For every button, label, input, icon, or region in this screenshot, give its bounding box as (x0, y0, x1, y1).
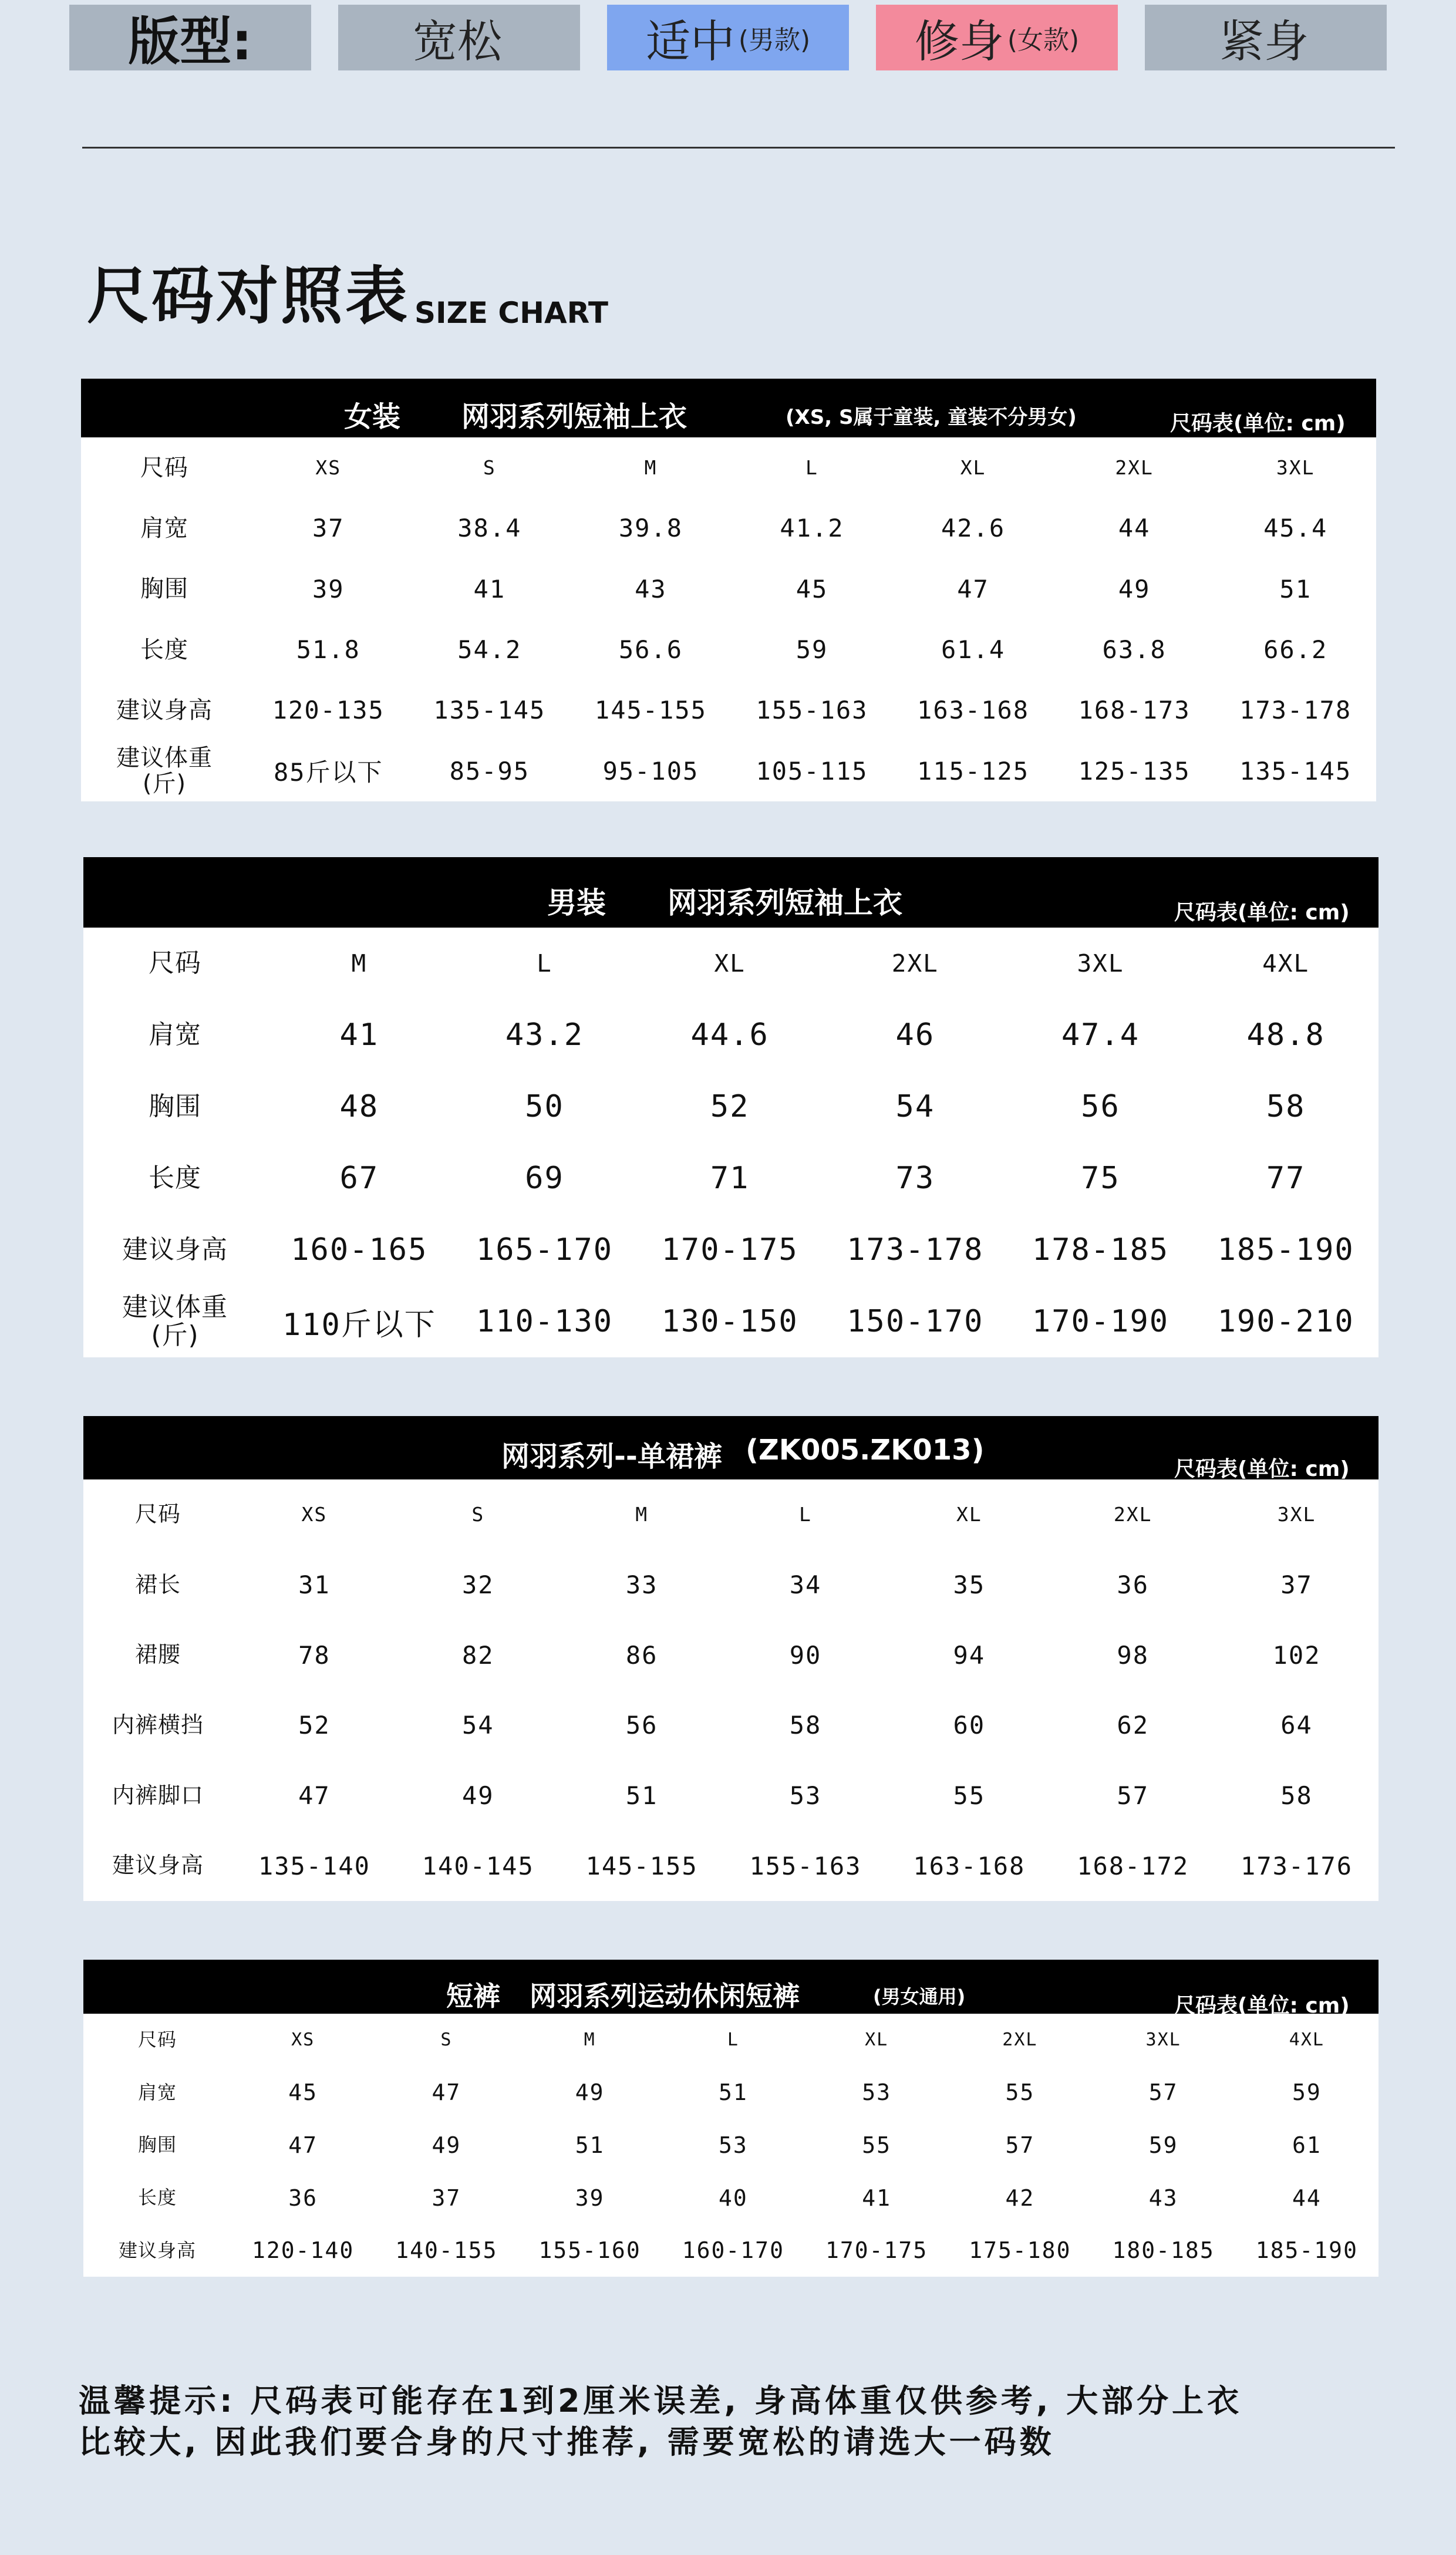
row-label: 长度 (149, 1162, 201, 1193)
table-cell: 2XL (1115, 456, 1154, 480)
table-cell: 52 (298, 1711, 331, 1740)
table-cell: 150-170 (847, 1304, 984, 1339)
table-cell: 42.6 (941, 514, 1006, 543)
table-cell: M (351, 949, 368, 977)
table-cell: 56 (625, 1711, 658, 1740)
table-cell: 155-163 (749, 1851, 862, 1880)
table-cell: 135-145 (433, 696, 546, 725)
table-cell: 51 (625, 1781, 658, 1810)
table-body (83, 928, 1379, 1357)
table-header (83, 1416, 1379, 1479)
table-cell: 3XL (1145, 2030, 1181, 2051)
table-cell: 60 (953, 1711, 986, 1740)
table-cell: 55 (953, 1781, 986, 1810)
row-label: 尺码 (134, 1501, 181, 1527)
table-cell: 37 (312, 514, 345, 543)
title-en: SIZE CHART (414, 296, 609, 330)
table-cell: 78 (298, 1640, 331, 1670)
table-cell: 135-145 (1239, 756, 1352, 786)
table-title-series: 网羽系列短袖上衣 (461, 400, 687, 433)
table-cell: M (635, 1503, 649, 1526)
size-table-skirt (83, 1416, 1379, 1901)
row-label: 建议身高 (122, 1234, 228, 1265)
table-cell: 44 (1118, 514, 1151, 543)
table-cell: 36 (1117, 1570, 1149, 1599)
row-label: 裙长 (134, 1571, 181, 1597)
table-cell: 58 (1266, 1089, 1306, 1124)
table-cell: 185-190 (1255, 2237, 1358, 2264)
size-table-shorts (83, 1960, 1379, 2277)
tips-note (79, 2381, 1242, 2463)
fit-option-text: 修身 (914, 15, 1004, 68)
table-unit: 尺码表(单位: cm) (1174, 1994, 1350, 2018)
table-cell: 145-155 (585, 1851, 698, 1880)
fit-label: 版型: (69, 5, 311, 70)
table-title-main: 网羽系列--单裙裤 (501, 1440, 722, 1473)
table-cell: 105-115 (756, 756, 868, 786)
table-cell: 49 (1118, 574, 1151, 604)
table-cell: 155-163 (756, 696, 868, 725)
row-label: 尺码 (140, 454, 188, 481)
table-cell: 98 (1117, 1640, 1149, 1670)
table-cell: 2XL (891, 949, 939, 977)
table-cell: 47 (288, 2132, 318, 2158)
table-row (81, 559, 1376, 619)
table-row (83, 1286, 1379, 1357)
table-row (83, 1214, 1379, 1286)
table-cell: 3XL (1277, 1503, 1316, 1526)
size-table-men (83, 857, 1379, 1357)
table-cell: 170-175 (825, 2237, 928, 2264)
table-cell: 62 (1117, 1711, 1149, 1740)
table-header (83, 1960, 1379, 2018)
table-cell: 85-95 (449, 756, 530, 786)
table-cell: 178-185 (1032, 1232, 1169, 1268)
table-cell: 165-170 (476, 1232, 614, 1268)
table-cell: 53 (718, 2132, 748, 2158)
table-cell: M (644, 456, 658, 480)
table-cell: 39 (312, 574, 345, 604)
table-cell: 4XL (1289, 2030, 1324, 2051)
table-cell: 140-145 (422, 1851, 534, 1880)
fit-option-tight[interactable] (1145, 5, 1387, 70)
table-cell: 155-160 (538, 2237, 641, 2264)
table-cell: 140-155 (395, 2237, 498, 2264)
table-cell: 55 (862, 2132, 891, 2158)
table-cell: 48 (339, 1089, 379, 1124)
table-cell: 58 (789, 1711, 822, 1740)
table-cell: 168-173 (1078, 696, 1191, 725)
table-row (83, 1071, 1379, 1142)
table-cell: 41.2 (780, 514, 844, 543)
page-title (87, 247, 608, 336)
table-cell: 53 (789, 1781, 822, 1810)
table-cell: 67 (339, 1161, 379, 1196)
table-cell: XS (291, 2030, 315, 2051)
table-cell: 41 (473, 574, 506, 604)
table-cell: 51.8 (296, 635, 360, 665)
table-cell: 53 (862, 2079, 891, 2106)
table-cell: 47 (957, 574, 989, 604)
table-cell: 63.8 (1102, 635, 1167, 665)
title-cn: 尺码对照表 (87, 260, 410, 332)
table-cell: 2XL (1113, 1503, 1152, 1526)
table-title-series: 网羽系列短袖上衣 (668, 886, 902, 920)
table-cell: L (805, 456, 818, 480)
table-row (83, 2067, 1379, 2119)
table-cell: 37 (432, 2185, 461, 2211)
table-title-note: (男女通用) (873, 1986, 966, 2008)
table-cell: 58 (1280, 1781, 1313, 1810)
table-cell: 59 (1148, 2132, 1178, 2158)
table-row (83, 1142, 1379, 1214)
table-cell: 55 (1005, 2079, 1035, 2106)
table-row (83, 2224, 1379, 2277)
table-row (81, 680, 1376, 740)
table-cell: 64 (1280, 1711, 1313, 1740)
table-cell: 39 (575, 2185, 605, 2211)
table-cell: 71 (710, 1161, 750, 1196)
table-cell: 66.2 (1263, 635, 1328, 665)
table-cell: 44.6 (690, 1017, 769, 1053)
table-row (81, 741, 1376, 801)
table-cell: 85斤以下 (273, 758, 383, 787)
table-cell: XL (960, 456, 986, 480)
row-label: 肩宽 (137, 2081, 177, 2104)
row-label: 胸围 (137, 2133, 177, 2156)
table-cell: 2XL (1002, 2030, 1038, 2051)
table-cell: 160-170 (682, 2237, 784, 2264)
table-cell: 95-105 (602, 756, 699, 786)
table-header (83, 857, 1379, 928)
table-row (81, 437, 1376, 498)
tips-line-1: 温馨提示: 尺码表可能存在1到2厘米误差, 身高体重仅供参考, 大部分上衣 (79, 2382, 1243, 2419)
table-cell: 49 (575, 2079, 605, 2106)
table-cell: 120-140 (252, 2237, 355, 2264)
row-label: 肩宽 (140, 514, 188, 542)
table-cell: 82 (461, 1640, 494, 1670)
table-cell: 120-135 (272, 696, 385, 725)
fit-option-loose[interactable] (338, 5, 580, 70)
table-cell: 59 (796, 635, 828, 665)
fit-option-text: 适中 (645, 15, 735, 68)
table-cell: L (727, 2030, 739, 2051)
table-cell: 51 (1279, 574, 1312, 604)
table-title-note: (XS, S属于童装, 童装不分男女) (786, 406, 1077, 429)
row-label: 长度 (137, 2186, 177, 2209)
table-cell: 49 (461, 1781, 494, 1810)
row-label: 建议身高 (118, 2239, 196, 2261)
table-cell: 110-130 (476, 1304, 614, 1339)
table-cell: 170-175 (661, 1232, 798, 1268)
table-cell: 56 (1081, 1089, 1120, 1124)
table-cell: 45.4 (1263, 514, 1328, 543)
table-cell: 61.4 (941, 635, 1006, 665)
row-label: 肩宽 (149, 1019, 201, 1050)
table-cell: 50 (525, 1089, 564, 1124)
table-cell: XS (315, 456, 342, 480)
table-cell: 170-190 (1032, 1304, 1169, 1339)
table-cell: 49 (432, 2132, 461, 2158)
table-cell: 47.4 (1061, 1017, 1140, 1053)
table-cell: 135-140 (258, 1851, 370, 1880)
row-label: 建议身高 (116, 696, 213, 724)
row-label: 尺码 (137, 2028, 177, 2051)
row-label: 尺码 (149, 948, 201, 978)
table-cell: 54 (461, 1711, 494, 1740)
table-cell: 3XL (1077, 949, 1124, 977)
table-cell: 173-178 (1239, 696, 1352, 725)
table-cell: S (440, 2030, 453, 2051)
table-cell: 160-165 (291, 1232, 428, 1268)
table-cell: 41 (339, 1017, 379, 1053)
fit-option-slim[interactable] (876, 5, 1118, 70)
table-cell: 33 (625, 1570, 658, 1599)
table-row (83, 2172, 1379, 2224)
table-cell: 75 (1081, 1161, 1120, 1196)
table-cell: XL (865, 2030, 889, 2051)
table-row (83, 2119, 1379, 2172)
row-label: 建议体重 (斤) (116, 744, 213, 798)
table-cell: 57 (1117, 1781, 1149, 1810)
table-cell: 47 (298, 1781, 331, 1810)
table-cell: 173-178 (847, 1232, 984, 1268)
table-cell: 4XL (1262, 949, 1310, 977)
table-cell: 94 (953, 1640, 986, 1670)
table-cell: 69 (525, 1161, 564, 1196)
table-cell: 40 (718, 2185, 748, 2211)
table-cell: 43.2 (505, 1017, 584, 1053)
table-cell: 42 (1005, 2185, 1035, 2211)
table-cell: 102 (1272, 1640, 1321, 1670)
row-label: 胸围 (140, 575, 188, 603)
table-unit: 尺码表(单位: cm) (1170, 412, 1346, 436)
table-cell: 52 (710, 1089, 750, 1124)
table-row (83, 1550, 1379, 1620)
row-label: 胸围 (149, 1091, 201, 1121)
row-label: 内裤脚口 (112, 1782, 204, 1808)
table-body (83, 1479, 1379, 1901)
table-body (81, 437, 1376, 801)
table-cell: 37 (1280, 1570, 1313, 1599)
table-cell: 34 (789, 1570, 822, 1599)
table-row (83, 928, 1379, 999)
table-cell: 145-155 (594, 696, 707, 725)
table-title-main: 男装 (547, 886, 606, 920)
table-cell: L (799, 1503, 812, 1526)
table-cell: 45 (288, 2079, 318, 2106)
fit-option-regular[interactable] (607, 5, 849, 70)
row-label: 裙腰 (134, 1641, 181, 1668)
table-title-series: 网羽系列运动休闲短裤 (530, 1980, 800, 2012)
table-cell: XS (301, 1503, 328, 1526)
table-cell: 173-176 (1241, 1851, 1353, 1880)
table-cell: 61 (1292, 2132, 1322, 2158)
table-cell: 110斤以下 (282, 1307, 436, 1343)
table-cell: 130-150 (661, 1304, 798, 1339)
fit-selector (69, 5, 1390, 70)
table-cell: 39.8 (618, 514, 683, 543)
fit-option-text: 宽松 (413, 15, 502, 68)
table-cell: 168-172 (1077, 1851, 1189, 1880)
table-cell: 3XL (1276, 456, 1315, 480)
table-cell: 31 (298, 1570, 331, 1599)
table-row (83, 1479, 1379, 1550)
table-cell: 57 (1005, 2132, 1035, 2158)
table-cell: 77 (1266, 1161, 1306, 1196)
table-title-main: 女装 (344, 400, 401, 433)
table-cell: XL (956, 1503, 982, 1526)
table-cell: 185-190 (1217, 1232, 1354, 1268)
table-cell: 190-210 (1217, 1304, 1354, 1339)
table-cell: S (471, 1503, 485, 1526)
table-title-series: (ZK005.ZK013) (746, 1434, 985, 1467)
table-cell: 48.8 (1246, 1017, 1325, 1053)
table-cell: 32 (461, 1570, 494, 1599)
table-header (81, 379, 1376, 437)
table-body (83, 2014, 1379, 2277)
fit-option-text: 紧身 (1219, 15, 1309, 68)
table-title-main: 短裤 (446, 1980, 500, 2012)
table-cell: XL (714, 949, 746, 977)
table-row (81, 498, 1376, 558)
row-label: 内裤横挡 (112, 1711, 204, 1738)
table-cell: S (483, 456, 496, 480)
table-cell: 51 (718, 2079, 748, 2106)
table-row (83, 2014, 1379, 2067)
table-cell: 86 (625, 1640, 658, 1670)
table-row (83, 1690, 1379, 1761)
table-unit: 尺码表(单位: cm) (1174, 901, 1350, 925)
table-row (83, 1620, 1379, 1690)
table-cell: 180-185 (1112, 2237, 1215, 2264)
table-cell: 73 (895, 1161, 935, 1196)
table-cell: 36 (288, 2185, 318, 2211)
table-row (81, 619, 1376, 680)
fit-option-sub: (女款) (1007, 25, 1080, 55)
table-cell: 115-125 (917, 756, 1030, 786)
table-row (83, 1761, 1379, 1831)
tips-line-2: 比较大, 因此我们要合身的尺寸推荐, 需要宽松的请选大一码数 (79, 2423, 1055, 2460)
table-cell: 125-135 (1078, 756, 1191, 786)
table-cell: 54 (895, 1089, 935, 1124)
table-cell: 57 (1148, 2079, 1178, 2106)
table-cell: 43 (635, 574, 667, 604)
table-cell: 175-180 (969, 2237, 1071, 2264)
table-cell: 90 (789, 1640, 822, 1670)
table-row (83, 999, 1379, 1071)
table-cell: 56.6 (618, 635, 683, 665)
table-cell: 51 (575, 2132, 605, 2158)
table-cell: 35 (953, 1570, 986, 1599)
table-cell: 54.2 (457, 635, 522, 665)
row-label: 长度 (140, 636, 188, 663)
row-label: 建议身高 (112, 1852, 204, 1879)
table-unit: 尺码表(单位: cm) (1174, 1457, 1350, 1481)
table-cell: 45 (796, 574, 828, 604)
table-cell: 44 (1292, 2185, 1322, 2211)
divider (82, 147, 1395, 149)
table-cell: 46 (895, 1017, 935, 1053)
table-cell: L (537, 949, 552, 977)
table-cell: 59 (1292, 2079, 1322, 2106)
size-table-women (81, 379, 1376, 801)
table-cell: M (584, 2030, 596, 2051)
fit-option-sub: (男款) (738, 25, 811, 55)
table-cell: 43 (1148, 2185, 1178, 2211)
row-label: 建议体重 (斤) (122, 1292, 228, 1350)
table-row (83, 1831, 1379, 1901)
table-cell: 163-168 (913, 1851, 1026, 1880)
table-cell: 38.4 (457, 514, 522, 543)
table-cell: 47 (432, 2079, 461, 2106)
table-cell: 163-168 (917, 696, 1030, 725)
table-cell: 41 (862, 2185, 891, 2211)
